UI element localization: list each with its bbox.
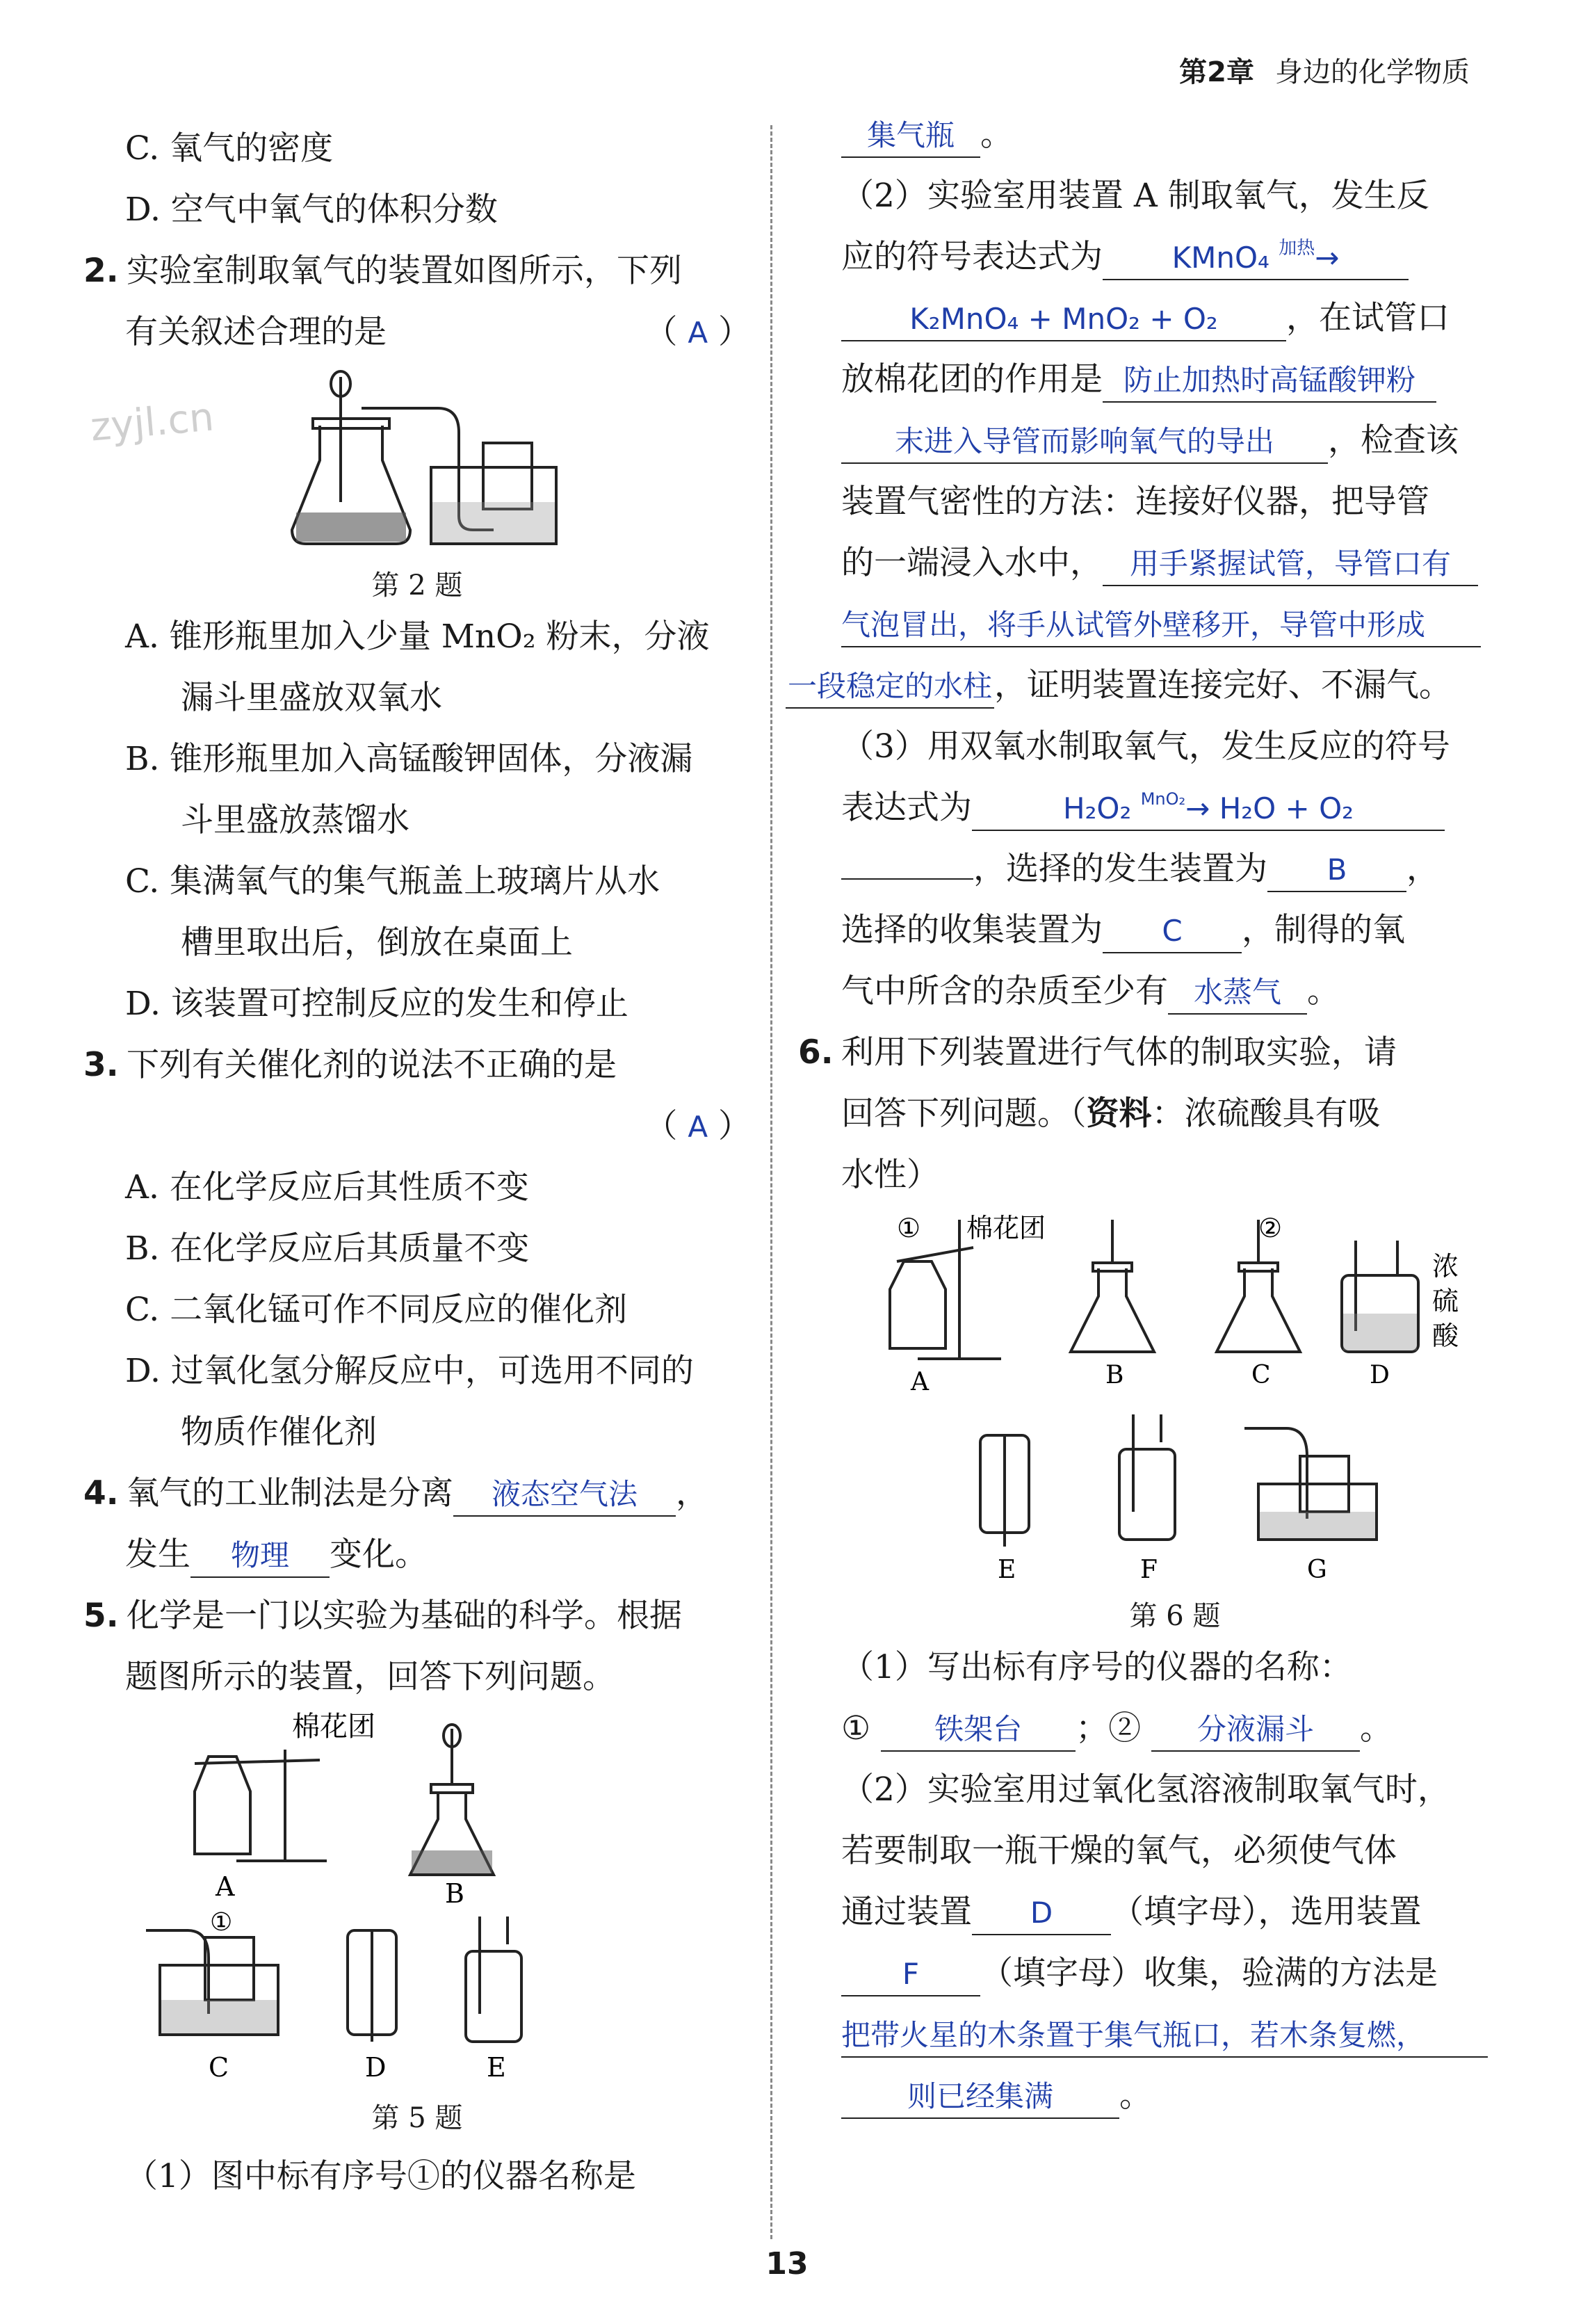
q6-label-f: F [1140, 1556, 1158, 1584]
q5-label-a: A [216, 1871, 235, 1902]
q3-option-a: A. 在化学反应后其性质不变 [125, 1168, 529, 1207]
q6-label-g: G [1307, 1556, 1327, 1584]
q5-p3c [841, 839, 1509, 900]
chapter-title: 身边的化学物质 [1275, 56, 1470, 88]
q6-p2d-text: （填字母），选用装置 [1111, 1893, 1422, 1931]
q5-p2g-text: 的一端浸入水中， [841, 544, 1103, 582]
q4-blank-1: 液态空气法 [453, 1474, 676, 1517]
eq2-arrow: → [1185, 791, 1210, 825]
q5-stem-2: 题图所示的装置，回答下列问题。 [125, 1658, 615, 1696]
q6-cotton-label: 棉花团 [966, 1213, 1046, 1243]
left-column [83, 118, 751, 2207]
q2-stem-line1: 实验室制取氧气的装置如图所示，下列 [127, 252, 682, 290]
q4-line1 [83, 1463, 751, 1524]
q6-stem-2c: ：浓硫酸具有吸 [1151, 1095, 1381, 1133]
page-header [1179, 50, 1470, 90]
q5-label-b: B [445, 1878, 464, 1909]
eq2-product: H₂O + O₂ [1219, 791, 1354, 825]
q5-answer-vessel: 集气瓶 [841, 115, 980, 158]
watermark: zyjl.cn [88, 394, 216, 451]
q2-apparatus-figure [271, 363, 563, 565]
q3-stem-text: 下列有关催化剂的说法不正确的是 [127, 1046, 617, 1084]
q5-p3f-text: 气中所含的杂质至少有 [841, 972, 1168, 1010]
eq2-reactant: H₂O₂ [1063, 791, 1132, 825]
q6-label-d: D [1370, 1361, 1390, 1389]
q5-p2f: 装置气密性的方法：连接好仪器，把导管 [841, 483, 1429, 521]
q5-p3c-text: ，选择的发生装置为 [973, 850, 1267, 888]
q5-period: 。 [980, 115, 1013, 154]
q5-caption: 第 5 题 [371, 2102, 463, 2134]
q5-generator-answer: B [1267, 849, 1406, 892]
q5-cotton-answer-1: 防止加热时高锰酸钾粉 [1103, 360, 1436, 403]
q6-stem-3: 水性） [841, 1156, 939, 1194]
eq1-arrow: → [1315, 241, 1340, 275]
q4-text: 氧气的工业制法是分离 [127, 1474, 453, 1512]
q6-acid-1: 浓 [1432, 1251, 1459, 1282]
q6-full-answer-2: 则已经集满 [841, 2076, 1119, 2119]
eq1-condition: 加热 [1279, 238, 1315, 259]
q3-option-b: B. 在化学反应后其质量不变 [125, 1229, 530, 1268]
column-divider [770, 125, 772, 2239]
q4-text-3: 变化。 [330, 1535, 428, 1574]
q5-p3c-comma: ， [1406, 850, 1439, 888]
q6-p1-circle1: ① [841, 1709, 871, 1748]
q2-answer: A [688, 316, 708, 350]
eq2-condition: MnO₂ [1140, 789, 1186, 809]
q5-p3f [841, 961, 1509, 1022]
q6-label-c: C [1251, 1361, 1271, 1389]
q5-p3a: （3）用双氧水制取氧气，发生反应的符号 [841, 727, 1450, 766]
q5-check-answer-2: 气泡冒出，将手从试管外壁移开，导管中形成 [841, 604, 1481, 647]
q4-comma: ， [676, 1474, 708, 1512]
q6-p2b: 若要制取一瓶干燥的氧气，必须使气体 [841, 1832, 1397, 1870]
q2-option-c-cont: 槽里取出后，倒放在桌面上 [181, 923, 573, 962]
q5-circle-1: ① [210, 1908, 233, 1937]
q3-answer: A [688, 1110, 708, 1144]
q2-option-a-cont: 漏斗里盛放双氧水 [181, 679, 442, 717]
q5-p2b [841, 227, 1509, 288]
q5-check-line2 [841, 594, 1509, 655]
q1-option-c: C. 氧气的密度 [125, 129, 334, 168]
q6-p1-sep: ；② [1076, 1709, 1142, 1748]
q5-check-line3 [786, 655, 1509, 716]
q6-p2c-text: 通过装置 [841, 1893, 972, 1931]
q5-equation-2 [972, 778, 1445, 831]
q6-full-line2 [841, 2065, 1509, 2127]
q5-cotton-answer-2: 末进入导管而影响氧气的导出 [841, 421, 1328, 464]
q3-number: 3. [83, 1046, 119, 1084]
q5-p2e-text: ，检查该 [1328, 421, 1459, 460]
q6-label-e: E [998, 1556, 1016, 1584]
q4-blank-2: 物理 [190, 1535, 330, 1578]
q5-p2b-text: 应的符号表达式为 [841, 238, 1103, 276]
q6-stem-2b: 资料 [1086, 1095, 1152, 1133]
q6-circle-2: ② [1258, 1213, 1283, 1243]
q2-number: 2. [83, 252, 119, 290]
q5-stem [83, 1585, 751, 1647]
q6-caption: 第 6 题 [1129, 1600, 1221, 1632]
q6-number: 6. [798, 1033, 834, 1072]
q6-stem-2 [841, 1083, 1509, 1145]
chapter-label: 第2章 [1179, 56, 1254, 88]
q6-answer-collect: F [841, 1953, 980, 1996]
q5-p3d-text: 选择的收集装置为 [841, 911, 1103, 949]
q4-number: 4. [83, 1474, 119, 1512]
q2-stem-2 [83, 302, 751, 363]
q5-impurity-answer: 水蒸气 [1168, 971, 1307, 1015]
q5-p2d [841, 349, 1509, 410]
q6-acid-2: 硫 [1432, 1286, 1459, 1316]
q5-part1: （1）图中标有序号①的仪器名称是 [125, 2157, 636, 2195]
q5-equation-1-left [1103, 227, 1409, 280]
q4-text-2: 发生 [125, 1535, 190, 1574]
q3-option-c: C. 二氧化锰可作不同反应的催化剂 [125, 1291, 628, 1329]
q5-apparatus-figure [132, 1708, 702, 2097]
q5-collector-answer: C [1103, 910, 1242, 953]
q6-stem-line1: 利用下列装置进行气体的制取实验，请 [841, 1033, 1397, 1072]
page-number: 13 [765, 2246, 809, 2282]
q2-option-a: A. 锥形瓶里加入少量 MnO₂ 粉末，分液 [125, 618, 710, 656]
q5-p2h-text: ，证明装置连接完好、不漏气。 [994, 666, 1452, 704]
q5-p2c-text: ，在试管口 [1286, 299, 1450, 337]
q6-p2c [841, 1882, 1509, 1943]
eq1-reactant: KMnO₄ [1171, 241, 1269, 275]
q5-p2g [841, 533, 1509, 594]
q4-line2 [83, 1524, 751, 1585]
q5-p2e [841, 410, 1509, 471]
q6-full-line1 [841, 2004, 1509, 2065]
q6-p2a: （2）实验室用过氧化氢溶液制取氧气时， [841, 1770, 1450, 1809]
q6-full-period: 。 [1119, 2076, 1152, 2115]
q6-answer-2: 分液漏斗 [1151, 1709, 1360, 1752]
q5-p3e-text: ，制得的氧 [1242, 911, 1405, 949]
q3-answer-line [83, 1096, 751, 1157]
q3-stem [83, 1035, 751, 1096]
q5-equation-1-right: K₂MnO₄ + MnO₂ + O₂ [841, 298, 1286, 341]
q3-option-d: D. 过氧化氢分解反应中，可选用不同的 [125, 1352, 694, 1390]
q6-p1a: （1）写出标有序号的仪器的名称： [841, 1648, 1352, 1686]
q6-stem-2a: 回答下列问题。（ [841, 1095, 1087, 1133]
q2-option-b-cont: 斗里盛放蒸馏水 [181, 801, 409, 839]
q5-label-c: C [209, 2052, 229, 2083]
q6-p2e-text: （填字母）收集，验满的方法是 [980, 1954, 1438, 1992]
q2-option-d: D. 该装置可控制反应的发生和停止 [125, 985, 628, 1023]
q5-label-d: D [365, 2052, 387, 2083]
q5-number: 5. [83, 1597, 119, 1635]
q1-option-d: D. 空气中氧气的体积分数 [125, 191, 498, 229]
right-column [787, 104, 1509, 2127]
q6-p1-period: 。 [1360, 1709, 1393, 1748]
q5-p3d [841, 900, 1509, 961]
q6-p2e [841, 1943, 1509, 2004]
q3-answer-box: （ A ） [644, 1107, 751, 1145]
q6-answer-1: 铁架台 [881, 1709, 1076, 1752]
q5-p2a: （2）实验室用装置 A 制取氧气，发生反 [841, 177, 1429, 215]
q5-p2c [841, 288, 1509, 349]
q5-p3b-text: 表达式为 [841, 789, 972, 827]
q5-check-answer-1: 用手紧握试管，导管口有 [1103, 543, 1478, 586]
q6-p1b [841, 1698, 1509, 1759]
q5-eq2-tail-blank [841, 878, 973, 880]
q6-full-answer-1: 把带火星的木条置于集气瓶口，若木条复燃， [841, 2015, 1488, 2058]
q2-stem [83, 241, 751, 302]
q6-label-b: B [1105, 1361, 1124, 1389]
q5-cotton-label: 棉花团 [292, 1711, 375, 1743]
q6-stem [798, 1022, 1509, 1083]
q5-period-2: 。 [1307, 972, 1340, 1010]
q6-circle-1: ① [897, 1213, 921, 1243]
q6-acid-3: 酸 [1432, 1321, 1459, 1351]
q2-answer-box: （ A ） [644, 313, 751, 351]
q5-ans-vessel-line [841, 104, 1509, 166]
q2-option-b: B. 锥形瓶里加入高锰酸钾固体，分液漏 [125, 740, 693, 778]
q5-label-e: E [487, 2052, 506, 2083]
q2-stem-line2: 有关叙述合理的是 [125, 313, 387, 351]
q6-answer-dry: D [972, 1892, 1111, 1935]
q6-apparatus-figure [869, 1206, 1481, 1595]
q5-p3b [841, 777, 1509, 839]
q2-option-c: C. 集满氧气的集气瓶盖上玻璃片从水 [125, 862, 660, 901]
q5-p2d-text: 放棉花团的作用是 [841, 360, 1103, 398]
q6-label-a: A [911, 1368, 929, 1396]
q5-stem-line1: 化学是一门以实验为基础的科学。根据 [127, 1597, 682, 1635]
q2-caption: 第 2 题 [371, 570, 463, 602]
q5-check-answer-3: 一段稳定的水柱 [786, 665, 994, 709]
q3-option-d-cont: 物质作催化剂 [181, 1413, 377, 1451]
